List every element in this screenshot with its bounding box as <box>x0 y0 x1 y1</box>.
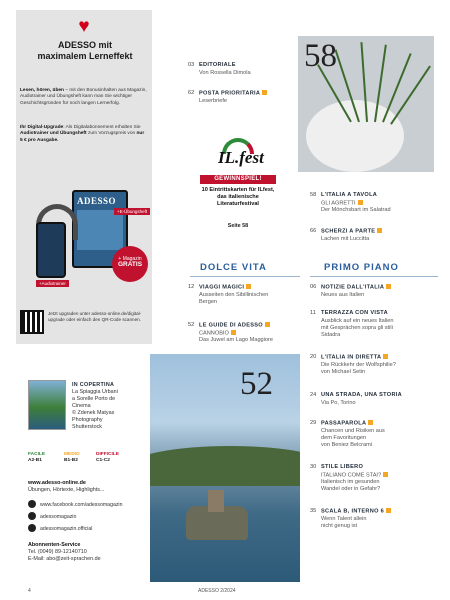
audio-icon <box>358 200 363 205</box>
in-copertina: IN COPERTINA La Spiaggia Urbani a Sorelle Porto de Cinema © Zdenek Matyas Photography Shutterstock <box>72 382 118 430</box>
toc-section-title: L'ITALIA IN DIRETTA <box>321 354 388 362</box>
toc-item-italia-in-diretta[interactable]: 20 L'ITALIA IN DIRETTA Die Rückkehr der Wolfsphilie? von Michael Setin <box>310 354 396 375</box>
issue-label: ADESSO 2/2024 <box>198 588 236 594</box>
cannobio-castle-photo <box>150 354 300 582</box>
digital-upgrade-promo <box>16 10 152 344</box>
audio-icon <box>368 420 373 425</box>
divider <box>310 276 438 277</box>
heart-icon: ♥ <box>78 16 90 37</box>
toc-section-title: LE GUIDE DI ADESSO <box>199 322 270 330</box>
photo-page-number: 52 <box>240 366 273 402</box>
toc-item-posta-prioritaria[interactable]: 62 POSTA PRIORITARIA Leserbriefe <box>188 90 288 106</box>
herb-stem <box>390 66 430 125</box>
toc-item-scala-b-interno-6[interactable]: 35 SCALA B, INTERNO 6 Wenn Talent allein nicht genug ist <box>310 508 438 532</box>
section-header-primo-piano: PRIMO PIANO <box>324 262 399 273</box>
gratis-badge: + Magazin GRATIS <box>112 246 148 282</box>
social-facebook[interactable]: www.facebook.com/adessomagazin <box>28 500 122 509</box>
gewinnspiel-banner: GEWINNSPIEL! <box>200 175 276 184</box>
toc-section-title: SCALA B, INTERNO 6 <box>321 508 391 516</box>
tablet-cover-scene <box>77 210 123 250</box>
audio-icon <box>231 330 236 335</box>
phone-image <box>36 222 66 278</box>
social-instagram[interactable]: adessomagazin <box>28 512 76 521</box>
toc-item-una-strada-una-storia[interactable]: 24 UNA STRADA, UNA STORIA Via Po, Torino <box>310 392 402 406</box>
promo-headline: ADESSO mit maximalem Lerneffekt <box>37 40 133 61</box>
audio-icon <box>386 508 391 513</box>
facebook-icon <box>28 500 36 508</box>
promo-paragraph-1: Lesen, hören, üben – mit den Bonusinhalten aus Magazin, Audiotrainer und Übungsheft kann man Sie wichtiger Geschichtsgründen für noch langen Lernerfolg. <box>20 88 147 106</box>
audio-icon <box>265 322 270 327</box>
audio-icon <box>383 472 388 477</box>
toc-item-passaparola[interactable]: 29 PASSAPAROLA Chancen und Risiken aus dem Favoritungen von Beniez Belcrami <box>310 420 385 448</box>
qr-instructions: Jetzt upgraden unter adesso-online.de/digital-upgrade oder einfach den QR-Code scannen. <box>48 311 142 322</box>
difficulty-levels <box>28 452 128 470</box>
toc-subtitle: ITALIANO COME STAI? <box>321 472 388 480</box>
tablet-masthead: ADESSO <box>77 196 117 206</box>
audio-icon <box>377 228 382 233</box>
toc-section-title: POSTA PRIORITARIA <box>199 90 267 98</box>
website-info: www.adesso-online.de Übungen, Hörtexte, Highlights... <box>28 480 105 493</box>
audio-icon <box>262 90 267 95</box>
website-link[interactable]: www.adesso-online.de <box>28 480 86 486</box>
toc-section-title: PASSAPAROLA <box>321 420 373 428</box>
toc-item-italia-a-tavola[interactable]: 58 L'ITALIA A TAVOLA GLI AGRETTI Der Mönchsbart im Salatrad <box>310 192 391 213</box>
toc-item-notizie-dall-italia[interactable]: 06 NOTIZIE DALL'ITALIA Neues aus Italien <box>310 284 438 300</box>
audio-icon <box>386 284 391 289</box>
ilfest-logo: IL.fest <box>218 138 260 176</box>
cover-thumbnail <box>28 380 66 430</box>
level-medio: MEDIO B1-B2 <box>64 452 80 463</box>
ribbon-ubungsheft: +E-Übungsheft <box>114 208 150 215</box>
page-number: 4 <box>28 588 31 594</box>
level-facile: FACILE A2-B1 <box>28 452 46 463</box>
audio-icon <box>246 284 251 289</box>
ribbon-audiotrainer: +Audiotrainer <box>36 280 69 287</box>
toc-item-viaggi-magici[interactable]: 12 VIAGGI MAGICI Ausseiten den Sibillinischen Bergen <box>188 284 269 305</box>
level-difficile: DIFFICILE C1-C2 <box>96 452 119 463</box>
qr-code[interactable] <box>20 310 44 334</box>
service-email[interactable]: E-Mail: abo@zeit-sprachen.de <box>28 556 101 562</box>
toc-item-terrazza-con-vista[interactable]: 11 TERRAZZA CON VISTA Ausblick auf ein neues Italien mit Gesprächen sopra gli stili Sidadra <box>310 310 394 338</box>
toc-item-le-guide-di-adesso[interactable]: 52 LE GUIDE DI ADESSO CANNOBIO Das Juwel am Lago Maggiore <box>188 322 273 343</box>
toc-subtitle: CANNOBIO <box>199 330 236 338</box>
toc-item-scherzi-a-parte[interactable]: 66 SCHERZI A PARTE Lachen mit Luccitta <box>310 228 438 242</box>
toc-section-title: VIAGGI MAGICI <box>199 284 251 292</box>
toc-item-stile-libero[interactable]: 30 STILE LIBERO ITALIANO COME STAI? Italienisch im gesunden Wandel oder in Gefahr? <box>310 464 438 494</box>
toc-subtitle: GLI AGRETTI <box>321 200 363 208</box>
section-header-dolce-vita: DOLCE VITA <box>200 262 267 273</box>
toc-item-editoriale[interactable]: 03 EDITORIALE Von Rossella Dimola <box>188 62 251 76</box>
subscriber-service: Abonnenten-Service Tel. (0049) 89-12140710 E-Mail: abo@zeit-sprachen.de <box>28 542 148 563</box>
audio-icon <box>383 354 388 359</box>
toc-section-title: NOTIZIE DALL'ITALIA <box>321 284 391 292</box>
social-tiktok[interactable]: adessomagazin.official <box>28 524 92 533</box>
ilfest-prize-text: 10 Eintrittskarten für ILfest, das italienische Literaturfestival <box>201 187 275 207</box>
instagram-icon <box>28 512 36 520</box>
castle-tower <box>208 490 224 512</box>
tiktok-icon <box>28 524 36 532</box>
mountain-silhouette <box>150 446 300 486</box>
ilfest-page-ref[interactable]: Seite 58 <box>227 223 249 229</box>
promo-paragraph-2: Ihr Digital-Upgrade: Als Digitalabonnement erhalten Sie Audiotrainer und Übungsheft zum Vorzugspreis von nur 5 € pro Ausgabe. <box>20 125 145 143</box>
divider <box>190 276 300 277</box>
photo-page-number: 58 <box>304 38 337 74</box>
toc-section-title: SCHERZI A PARTE <box>321 228 382 236</box>
